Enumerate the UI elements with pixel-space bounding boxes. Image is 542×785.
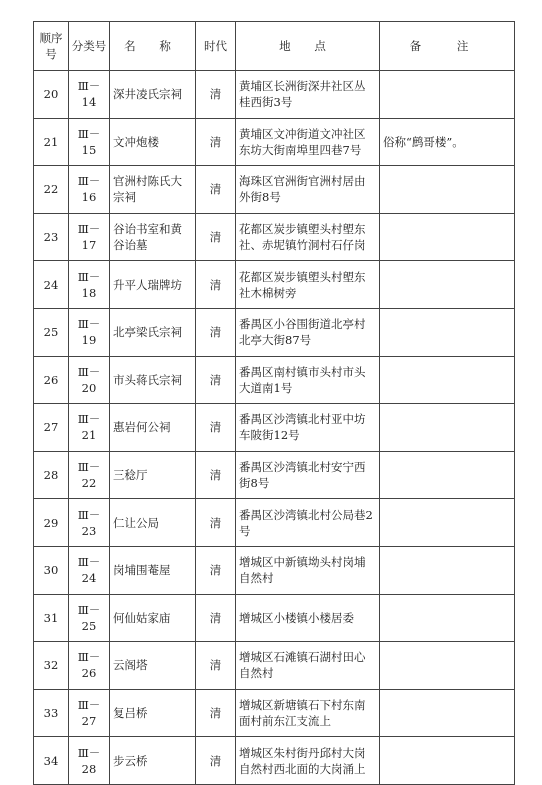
cell-location: 增城区朱村街丹邱村大岗自然村西北面的大岗涌上 — [236, 737, 380, 785]
cell-category: Ⅲ－21 — [69, 404, 110, 452]
cell-remarks — [380, 71, 515, 119]
table-row — [34, 689, 515, 737]
cell-remarks — [380, 404, 515, 452]
cell-seq: 32 — [34, 642, 69, 690]
cell-category: Ⅲ－28 — [69, 737, 110, 785]
cell-remarks — [380, 499, 515, 547]
cell-era: 清 — [196, 118, 236, 166]
cell-remarks: 俗称“鹧哥楼”。 — [380, 118, 515, 166]
cell-era: 清 — [196, 404, 236, 452]
cell-location: 花都区炭步镇塱头村塱东社、赤坭镇竹洞村石仔岗 — [236, 213, 380, 261]
cell-location: 花都区炭步镇塱头村塱东社木棉树旁 — [236, 261, 380, 309]
cell-name: 文冲炮楼 — [110, 118, 196, 166]
table-row — [34, 642, 515, 690]
header-seq: 顺序号 — [34, 22, 69, 71]
cell-seq: 23 — [34, 213, 69, 261]
cell-category: Ⅲ－15 — [69, 118, 110, 166]
cell-location: 番禺区小谷围街道北亭村北亭大街87号 — [236, 308, 380, 356]
cell-category: Ⅲ－18 — [69, 261, 110, 309]
cell-era: 清 — [196, 642, 236, 690]
table-body — [34, 71, 515, 785]
cell-name: 复吕桥 — [110, 689, 196, 737]
cell-era: 清 — [196, 356, 236, 404]
table-row — [34, 166, 515, 214]
table-row — [34, 594, 515, 642]
header-category: 分类号 — [69, 22, 110, 71]
cell-remarks — [380, 737, 515, 785]
cell-era: 清 — [196, 546, 236, 594]
cell-name: 三稔厅 — [110, 451, 196, 499]
cell-name: 谷诒书室和黄谷诒墓 — [110, 213, 196, 261]
cell-name: 岗埔围菴屋 — [110, 546, 196, 594]
cell-category: Ⅲ－20 — [69, 356, 110, 404]
heritage-list-table — [33, 21, 515, 785]
table-row — [34, 737, 515, 785]
table-row — [34, 71, 515, 119]
cell-location: 番禺区沙湾镇北村亚中坊车陂街12号 — [236, 404, 380, 452]
cell-seq: 27 — [34, 404, 69, 452]
cell-seq: 21 — [34, 118, 69, 166]
cell-location: 增城区石滩镇石湖村田心自然村 — [236, 642, 380, 690]
cell-era: 清 — [196, 71, 236, 119]
cell-era: 清 — [196, 308, 236, 356]
cell-era: 清 — [196, 261, 236, 309]
cell-location: 海珠区官洲街官洲村居由外街8号 — [236, 166, 380, 214]
cell-remarks — [380, 308, 515, 356]
cell-category: Ⅲ－25 — [69, 594, 110, 642]
table-row — [34, 308, 515, 356]
cell-era: 清 — [196, 166, 236, 214]
cell-location: 番禺区沙湾镇北村安宁西街8号 — [236, 451, 380, 499]
cell-era: 清 — [196, 737, 236, 785]
cell-location: 增城区小楼镇小楼居委 — [236, 594, 380, 642]
table-row — [34, 118, 515, 166]
cell-name: 步云桥 — [110, 737, 196, 785]
cell-seq: 20 — [34, 71, 69, 119]
cell-seq: 33 — [34, 689, 69, 737]
cell-category: Ⅲ－23 — [69, 499, 110, 547]
cell-seq: 29 — [34, 499, 69, 547]
table-row — [34, 451, 515, 499]
cell-name: 深井凌氏宗祠 — [110, 71, 196, 119]
cell-category: Ⅲ－16 — [69, 166, 110, 214]
cell-seq: 28 — [34, 451, 69, 499]
cell-location: 番禺区沙湾镇北村公局巷2号 — [236, 499, 380, 547]
cell-remarks — [380, 356, 515, 404]
header-era: 时代 — [196, 22, 236, 71]
cell-remarks — [380, 213, 515, 261]
cell-name: 仁让公局 — [110, 499, 196, 547]
cell-remarks — [380, 594, 515, 642]
cell-category: Ⅲ－27 — [69, 689, 110, 737]
cell-category: Ⅲ－26 — [69, 642, 110, 690]
header-name: 名 称 — [110, 22, 196, 71]
cell-seq: 31 — [34, 594, 69, 642]
cell-era: 清 — [196, 689, 236, 737]
cell-name: 何仙姑家庙 — [110, 594, 196, 642]
cell-seq: 24 — [34, 261, 69, 309]
cell-era: 清 — [196, 451, 236, 499]
table-row — [34, 499, 515, 547]
cell-name: 云阁塔 — [110, 642, 196, 690]
cell-name: 惠岩何公祠 — [110, 404, 196, 452]
table-row — [34, 213, 515, 261]
cell-location: 黄埔区文冲街道文冲社区东坊大街南埠里四巷7号 — [236, 118, 380, 166]
cell-remarks — [380, 166, 515, 214]
cell-era: 清 — [196, 594, 236, 642]
cell-seq: 26 — [34, 356, 69, 404]
cell-remarks — [380, 451, 515, 499]
cell-name: 北亭梁氏宗祠 — [110, 308, 196, 356]
cell-name: 升平人瑞牌坊 — [110, 261, 196, 309]
cell-remarks — [380, 689, 515, 737]
cell-remarks — [380, 642, 515, 690]
cell-category: Ⅲ－22 — [69, 451, 110, 499]
table-header-row — [34, 22, 515, 71]
table-row — [34, 404, 515, 452]
cell-seq: 30 — [34, 546, 69, 594]
cell-seq: 25 — [34, 308, 69, 356]
header-location: 地 点 — [236, 22, 380, 71]
cell-name: 官洲村陈氏大宗祠 — [110, 166, 196, 214]
cell-name: 市头蒋氏宗祠 — [110, 356, 196, 404]
cell-location: 增城区中新镇坳头村岗埔自然村 — [236, 546, 380, 594]
cell-category: Ⅲ－19 — [69, 308, 110, 356]
table-row — [34, 261, 515, 309]
cell-location: 黄埔区长洲街深井社区丛桂西街3号 — [236, 71, 380, 119]
table-row — [34, 356, 515, 404]
cell-category: Ⅲ－17 — [69, 213, 110, 261]
table-row — [34, 546, 515, 594]
cell-era: 清 — [196, 213, 236, 261]
cell-category: Ⅲ－24 — [69, 546, 110, 594]
cell-seq: 22 — [34, 166, 69, 214]
cell-remarks — [380, 261, 515, 309]
cell-seq: 34 — [34, 737, 69, 785]
cell-era: 清 — [196, 499, 236, 547]
cell-category: Ⅲ－14 — [69, 71, 110, 119]
header-remarks: 备 注 — [380, 22, 515, 71]
cell-location: 番禺区南村镇市头村市头大道南1号 — [236, 356, 380, 404]
cell-remarks — [380, 546, 515, 594]
cell-location: 增城区新塘镇石下村东南面村前东江支流上 — [236, 689, 380, 737]
